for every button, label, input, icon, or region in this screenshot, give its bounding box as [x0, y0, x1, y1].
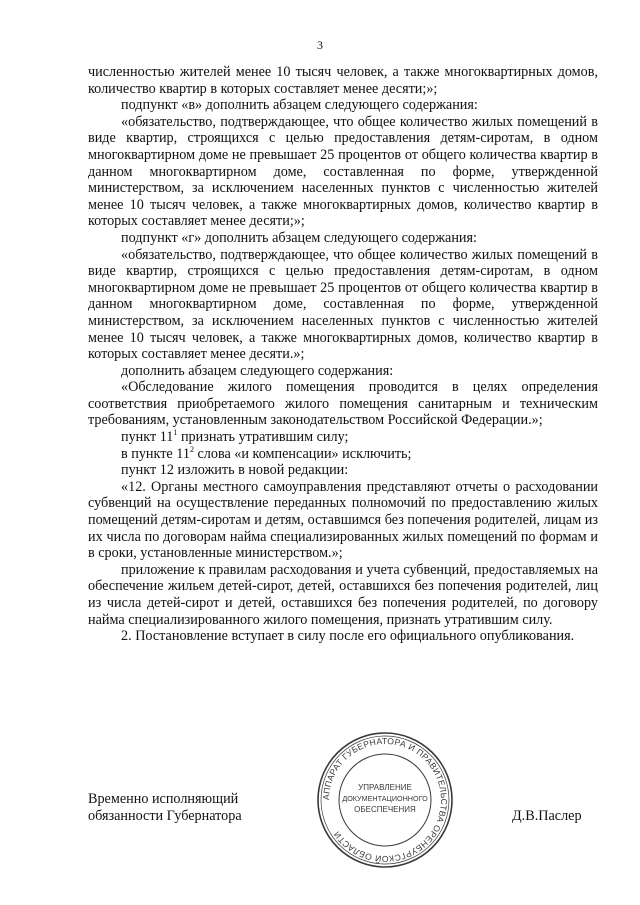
paragraph: «Обследование жилого помещения проводится в целях определения соответствия приобретаемого жилого помещения санитарным и техническим требованиям, установленным законодательством Российской Федерации.»;: [88, 379, 598, 429]
position-line: обязанности Губернатора: [88, 808, 242, 824]
paragraph: подпункт «г» дополнить абзацем следующего содержания:: [121, 229, 477, 246]
paragraph: «12. Органы местного самоуправления представляют отчеты о расходовании субвенций на осуществление переданных полномочий по предоставлению жилых помещений детям-сиротам и детям, оставшимся без попечения родителей, лицам из их числа по договорам найма специализированных жилых помещений по формам и в сроки, установленные министерством.»;: [88, 478, 598, 562]
paragraph-text: слова «и компенсации» исключить;: [193, 445, 412, 462]
paragraph-text: признать утратившим силу;: [177, 429, 349, 446]
paragraph: пункт 12 изложить в новой редакции:: [121, 462, 349, 479]
seal-line: УПРАВЛЕНИЕ: [358, 783, 412, 792]
paragraph: [88, 429, 598, 446]
paragraph: «обязательство, подтверждающее, что общее количество жилых помещений в виде квартир, строящихся с целью предоставления детям-сиротам, в одном многоквартирном доме не превышает 25 процентов от общего количества квартир в данном многоквартирном доме, составленная по форме, утвержденной министерством, за исключением населенных пунктов с численностью жителей менее 10 тысяч человек, а также многоквартирных домов, количество квартир в которых составляет менее десяти.»;: [88, 246, 598, 363]
document-body: [88, 64, 598, 645]
paragraph-text: в пункте 11: [121, 445, 190, 462]
signature-position: [88, 791, 308, 825]
paragraph: 2. Постановление вступает в силу после его официального опубликования.: [121, 628, 575, 645]
signer-name: Д.В.Паслер: [512, 808, 582, 824]
superscript: 1: [173, 428, 178, 438]
paragraph: приложение к правилам расходования и учета субвенций, предоставляемых на обеспечение жильем детей-сирот, детей, оставшихся без попечения родителей, лиц из числа детей-сирот и детей, оставшихся без попечения родителей, по договору найма специализированного жилого помещения, признать утратившим силу.: [88, 561, 598, 628]
paragraph-text: пункт 11: [121, 429, 174, 446]
paragraph: «обязательство, подтверждающее, что общее количество жилых помещений в виде квартир, строящихся с целью предоставления детям-сиротам, в одном многоквартирном доме не превышает 25 процентов от общего количества квартир в данном многоквартирном доме, составленная по форме, утвержденной министерством, за исключением населенных пунктов с численностью жителей менее 10 тысяч человек, а также многоквартирных домов, количество квартир в которых составляет менее десяти;»;: [88, 113, 598, 230]
seal-ring-text: АППАРАТ ГУБЕРНАТОРА И ПРАВИТЕЛЬСТВА ОРЕНБУРГСКОЙ ОБЛАСТИ: [320, 735, 450, 865]
superscript: 2: [189, 444, 194, 454]
paragraph: дополнить абзацем следующего содержания:: [121, 362, 394, 379]
seal-line: ОБЕСПЕЧЕНИЯ: [354, 805, 416, 814]
page-number: 3: [317, 38, 323, 52]
official-seal: [315, 730, 455, 870]
paragraph: подпункт «в» дополнить абзацем следующего содержания:: [121, 97, 478, 114]
seal-line: ДОКУМЕНТАЦИОННОГО: [342, 794, 428, 803]
paragraph: численностью жителей менее 10 тысяч человек, а также многоквартирных домов, количество квартир в которых составляет менее десяти;»;: [88, 64, 598, 97]
paragraph: [88, 446, 598, 463]
position-line: Временно исполняющий: [88, 791, 239, 807]
